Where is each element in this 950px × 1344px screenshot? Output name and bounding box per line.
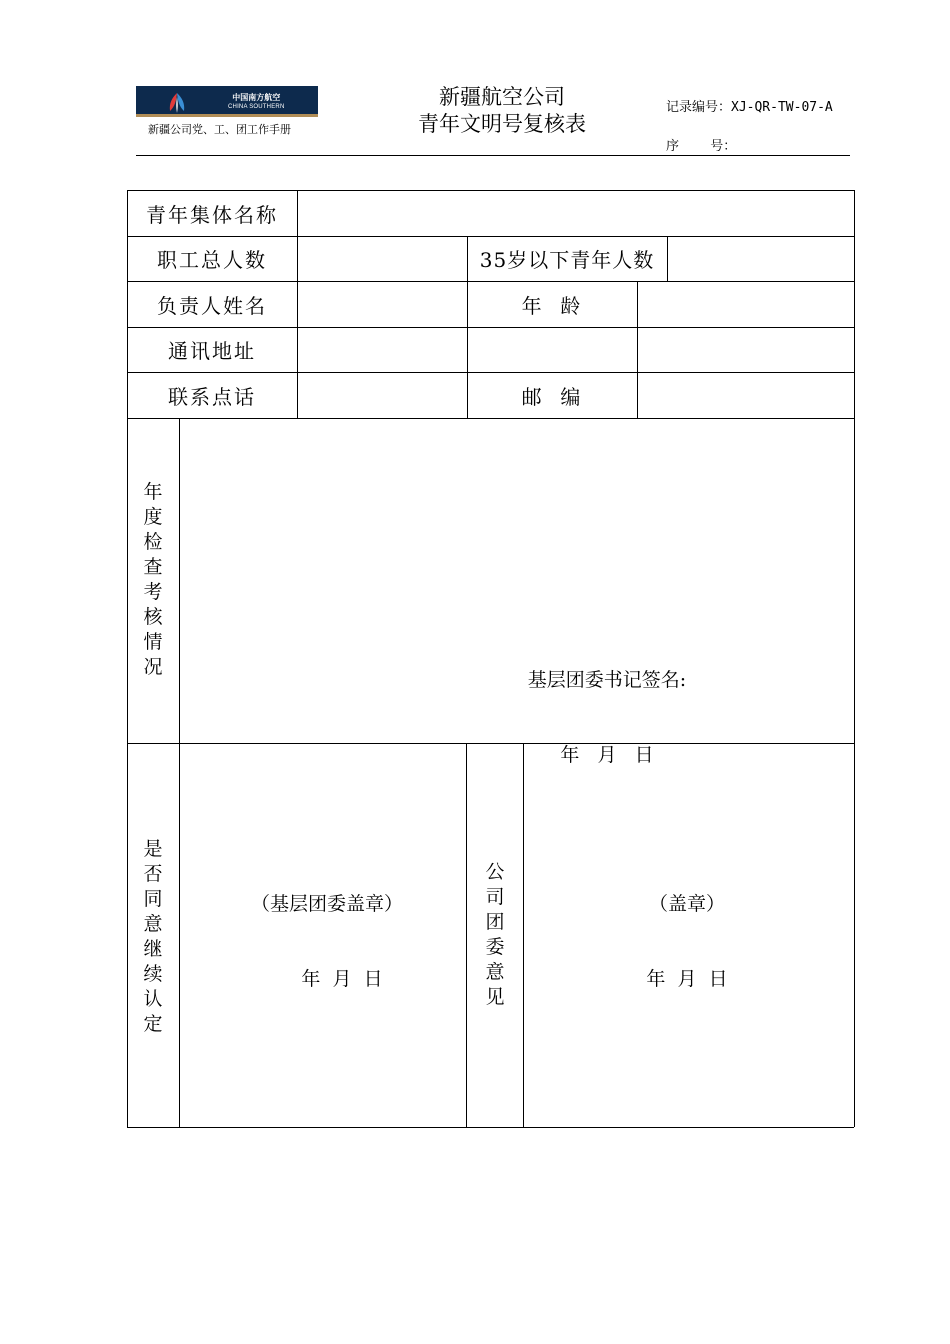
title-line-1: 新疆航空公司 [439,85,565,109]
title-line-2: 青年文明号复核表 [418,112,586,136]
continue-recognition-label: 是否同意继续认定 [143,838,163,1035]
manual-title: 新疆公司党、工、团工作手册 [148,123,291,136]
age-field[interactable] [637,281,854,327]
serial-number: 序 号： [666,139,737,154]
annual-check-label: 年度检查考核情况 [143,481,163,678]
youth-count-field[interactable] [667,236,854,281]
leader-name-label: 负责人姓名 [157,293,267,318]
total-staff-field[interactable] [297,236,467,281]
page-header [136,84,850,156]
header-divider [136,155,850,156]
address-label: 通讯地址 [168,339,256,363]
signature-date: 年 月 日 [560,744,654,766]
phone-label: 联系点话 [168,384,256,409]
postcode-field[interactable] [637,372,854,418]
secretary-signature-label: 基层团委书记签名: [527,669,687,691]
review-form-table [127,190,854,1127]
logo-text [228,94,284,110]
logo-name-en: CHINA SOUTHERN [228,103,285,110]
address-field-extra[interactable] [467,327,637,372]
table-border-bottom [127,1127,854,1128]
record-number: 记录编号：XJ-QR-TW-07-A [666,100,833,115]
table-border-right [854,190,855,1127]
youth-count-label: 35岁以下青年人数 [479,248,655,272]
document-title [366,84,638,138]
seal-date: 年 月 日 [301,968,383,990]
leader-name-field[interactable] [297,281,467,327]
phone-field[interactable] [297,372,467,418]
grassroots-seal-block [227,842,427,1042]
total-staff-label: 职工总人数 [157,248,267,272]
kapok-flower-icon [160,89,194,115]
address-field[interactable] [297,327,467,372]
column-divider [466,743,467,1127]
company-opinion-label: 公司团委意见 [485,861,505,1008]
grassroots-seal-label: （基层团委盖章） [250,893,403,915]
company-seal-block [627,842,747,1042]
group-name-field[interactable] [297,190,854,236]
age-label: 年 龄 [521,293,583,318]
company-logo [136,86,318,117]
logo-accent-bar [136,114,318,117]
address-field-extra-2[interactable] [637,327,854,372]
postcode-label: 邮 编 [521,384,583,409]
company-seal-label: （盖章） [648,893,725,915]
group-name-label: 青年集体名称 [146,202,278,227]
logo-name-cn: 中国南方航空 [232,92,281,102]
company-seal-date: 年 月 日 [646,968,728,990]
